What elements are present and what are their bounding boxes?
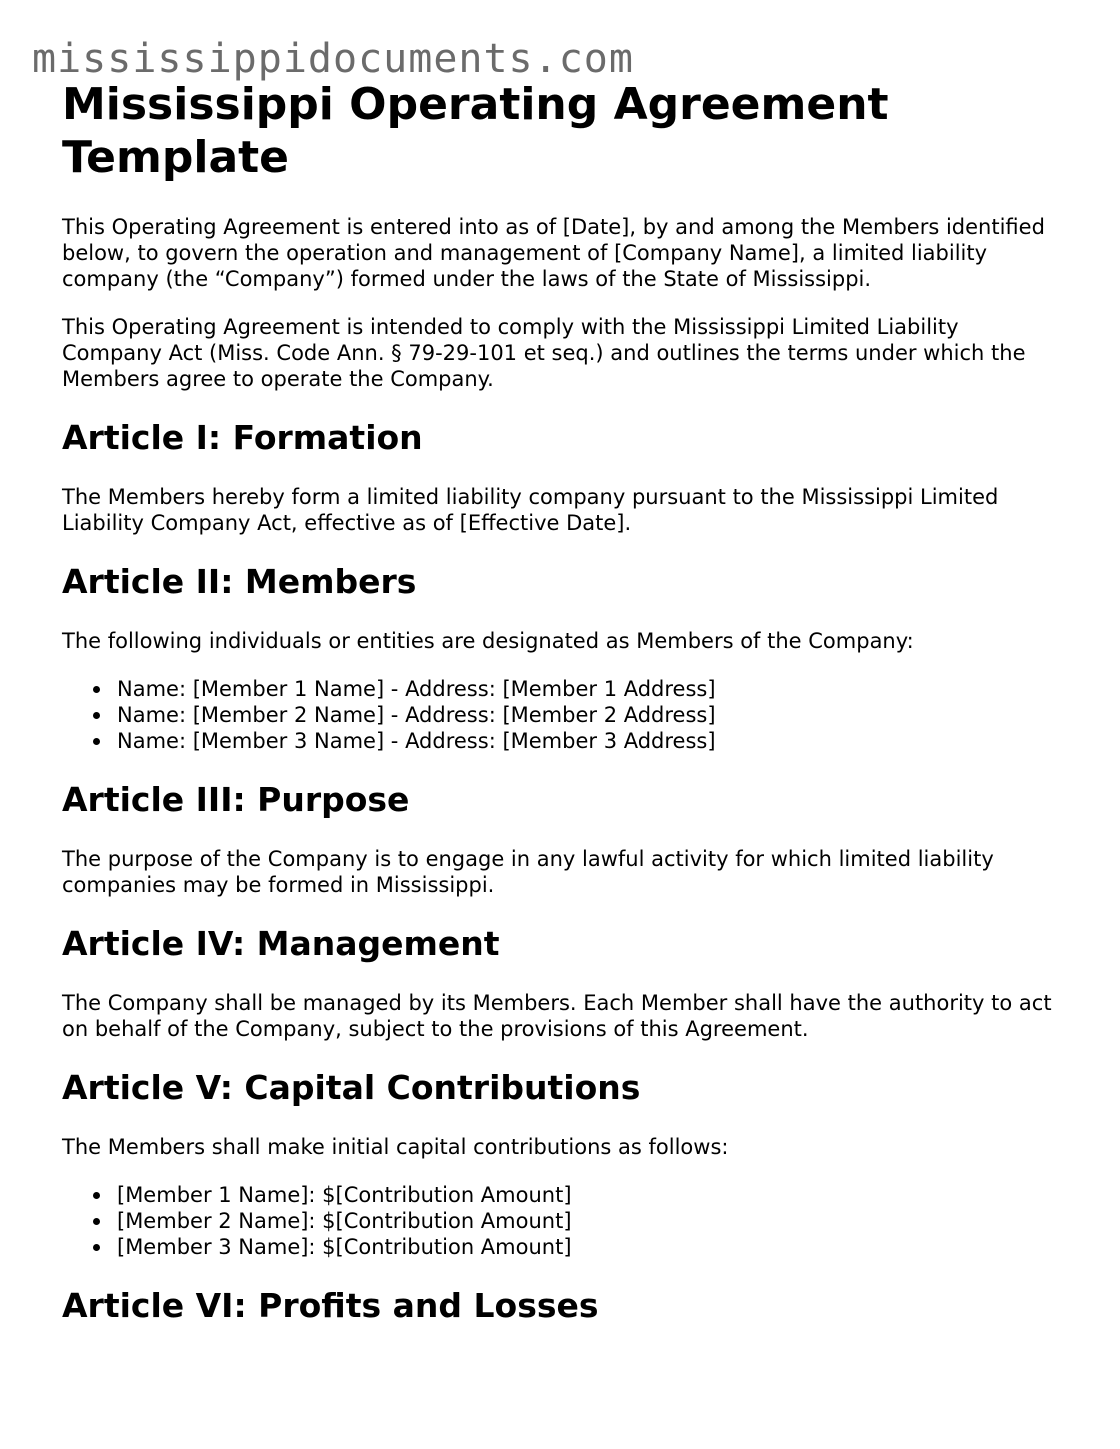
document-title: Mississippi Operating Agreement Template [62,79,889,183]
article-heading: Article I: Formation [62,418,423,457]
article-heading: Article II: Members [62,562,417,601]
article-profits-losses [62,1286,1062,1326]
intro-paragraph: This Operating Agreement is entered into as of [Date], by and among the Members identified below, to govern the operation and management of [Company Name], a limited liability company (the “Company”) formed under the laws of the State of Mississippi. [62,215,1045,291]
list-item: Name: [Member 3 Name] - Address: [Member 3 Address] [117,728,1062,754]
article-heading: Article III: Purpose [62,780,410,819]
site-watermark: mississippidocuments.com [32,36,634,82]
list-item: Name: [Member 1 Name] - Address: [Member 1 Address] [117,676,1062,702]
article-capital-contributions [62,1068,1062,1260]
article-members [62,562,1062,754]
article-text: The Members hereby form a limited liability company pursuant to the Mississippi Limited Liability Company Act, effective as of [Effective Date]. [62,485,999,535]
article-formation [62,418,1062,536]
article-heading: Article V: Capital Contributions [62,1068,641,1107]
contributions-list [62,1182,1062,1260]
list-item: [Member 3 Name]: $[Contribution Amount] [117,1234,1062,1260]
list-item: Name: [Member 2 Name] - Address: [Member 2 Address] [117,702,1062,728]
article-text: The purpose of the Company is to engage in any lawful activity for which limited liability companies may be formed in Mississippi. [62,847,994,897]
article-management [62,924,1062,1042]
article-text: The Members shall make initial capital contributions as follows: [62,1135,729,1159]
article-text: The Company shall be managed by its Members. Each Member shall have the authority to act on behalf of the Company, subject to the provisions of this Agreement. [62,991,1052,1041]
article-text: The following individuals or entities are designated as Members of the Company: [62,629,914,653]
list-item: [Member 2 Name]: $[Contribution Amount] [117,1208,1062,1234]
article-heading: Article IV: Management [62,924,500,963]
intro-section [62,214,1062,392]
document-page [62,78,1062,1352]
article-heading: Article VI: Profits and Losses [62,1286,599,1325]
intro-paragraph: This Operating Agreement is intended to comply with the Mississippi Limited Liability Company Act (Miss. Code Ann. § 79-29-101 et seq.) and outlines the terms under which the Members agree to operate the Company. [62,315,1026,391]
list-item: [Member 1 Name]: $[Contribution Amount] [117,1182,1062,1208]
article-purpose [62,780,1062,898]
members-list [62,676,1062,754]
